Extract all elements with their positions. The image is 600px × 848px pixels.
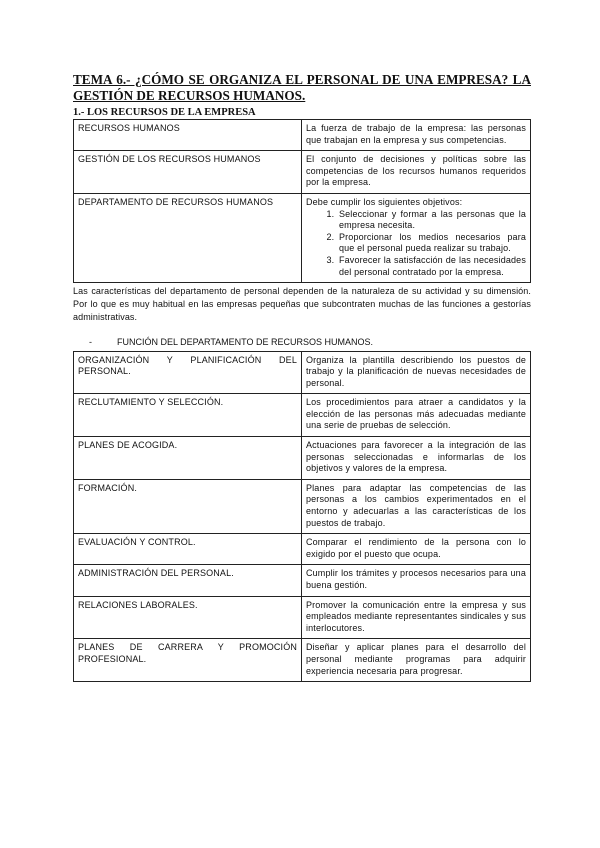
table-row	[74, 394, 531, 437]
functions-table	[73, 351, 531, 683]
row-definition: Organiza la plantilla describiendo los puestos de trabajo y la planificación de nuevas necesidades de personal.	[302, 351, 531, 394]
objectives-cell	[302, 193, 531, 282]
section-heading-functions	[89, 336, 531, 348]
table-row	[74, 534, 531, 565]
row-definition: Planes para adaptar las competencias de las personas a los cambios experimentados en el entorno y adecuarlas a las características de los puestos de trabajo.	[302, 479, 531, 533]
resources-table	[73, 119, 531, 283]
row-term: PLANES DE CARRERA Y PROMOCIÓN PROFESIONAL.	[74, 639, 302, 682]
row-definition: Cumplir los trámites y procesos necesarios para una buena gestión.	[302, 565, 531, 596]
row-definition: El conjunto de decisiones y políticas sobre las competencias de los recursos humanos requeridos por la empresa.	[302, 151, 531, 194]
row-term: RECURSOS HUMANOS	[74, 120, 302, 151]
table-row	[74, 120, 531, 151]
row-definition: Comparar el rendimiento de la persona con lo exigido por el puesto que ocupa.	[302, 534, 531, 565]
row-term: RELACIONES LABORALES.	[74, 596, 302, 639]
row-definition: Los procedimientos para atraer a candidatos y la elección de las personas más adecuadas mediante una serie de pruebas de selección.	[302, 394, 531, 437]
table-row	[74, 596, 531, 639]
table-row	[74, 565, 531, 596]
bullet-dash: -	[89, 336, 92, 347]
section-heading-text: FUNCIÓN DEL DEPARTAMENTO DE RECURSOS HUMANOS.	[117, 336, 374, 347]
list-item: 3. Favorecer la satisfacción de las necesidades del personal contratado por la empresa.	[337, 255, 526, 278]
row-definition: Diseñar y aplicar planes para el desarrollo del personal mediante programas para adquirir experiencia necesaria para progresar.	[302, 639, 531, 682]
section-heading-resources: 1.- LOS RECURSOS DE LA EMPRESA	[73, 107, 256, 118]
row-term: DEPARTAMENTO DE RECURSOS HUMANOS	[74, 193, 302, 282]
table-row	[74, 351, 531, 394]
objectives-list	[306, 209, 526, 279]
table-row	[74, 437, 531, 480]
table-row	[74, 639, 531, 682]
row-term: ORGANIZACIÓN Y PLANIFICACIÓN DEL PERSONAL.	[74, 351, 302, 394]
row-term: ADMINISTRACIÓN DEL PERSONAL.	[74, 565, 302, 596]
row-term: FORMACIÓN.	[74, 479, 302, 533]
table-row	[74, 151, 531, 194]
table-row	[74, 479, 531, 533]
row-term: PLANES DE ACOGIDA.	[74, 437, 302, 480]
row-term: GESTIÓN DE LOS RECURSOS HUMANOS	[74, 151, 302, 194]
row-definition: Actuaciones para favorecer a la integración de las personas seleccionadas e informarlas de los objetivos y valores de la empresa.	[302, 437, 531, 480]
list-item: 2. Proporcionar los medios necesarios para que el personal pueda realizar su trabajo.	[337, 232, 526, 255]
page-title: TEMA 6.- ¿CÓMO SE ORGANIZA EL PERSONAL DE UNA EMPRESA? LA GESTIÓN DE RECURSOS HUMANOS.	[73, 72, 531, 103]
row-term: EVALUACIÓN Y CONTROL.	[74, 534, 302, 565]
list-item: 1. Seleccionar y formar a las personas que la empresa necesita.	[337, 209, 526, 232]
row-term: RECLUTAMIENTO Y SELECCIÓN.	[74, 394, 302, 437]
objectives-intro: Debe cumplir los siguientes objetivos:	[306, 196, 463, 207]
table-row	[74, 193, 531, 282]
body-paragraph: Las características del departamento de personal dependen de la naturaleza de su actividad y su dimensión. Por lo que es muy habitual en las empresas pequeñas que subcontraten muchas de las funciones a gestorías administrativas.	[73, 286, 531, 322]
document-page	[73, 72, 531, 682]
row-definition: La fuerza de trabajo de la empresa: las personas que trabajan en la empresa y sus competencias.	[302, 120, 531, 151]
row-definition: Promover la comunicación entre la empresa y sus empleados mediante representantes sindicales y sus interlocutores.	[302, 596, 531, 639]
